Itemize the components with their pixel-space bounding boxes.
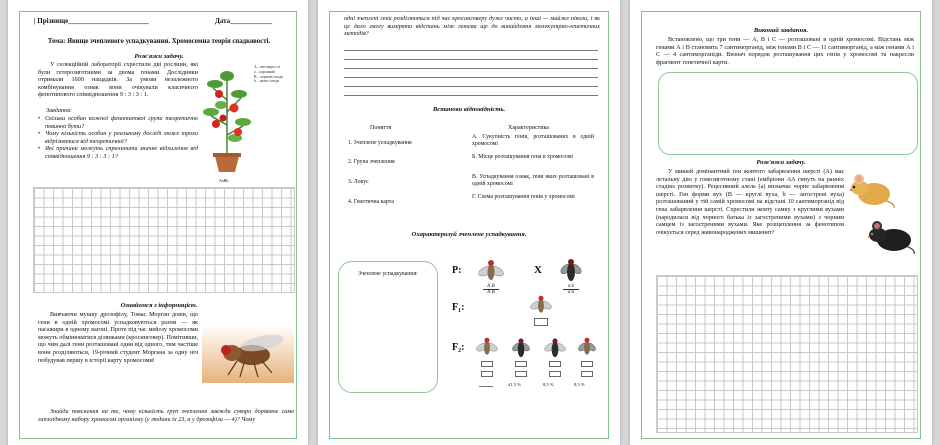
f2-genotype-box[interactable] <box>549 371 561 377</box>
mutant-fly-icon <box>558 256 584 284</box>
legend-entry: B – червоні плоди <box>254 74 284 79</box>
answer-grid[interactable] <box>33 187 295 293</box>
legend-entry: a – карликові <box>254 69 276 74</box>
f2-fly-icon <box>510 336 532 358</box>
match-item-2: 2. Група зчеплення <box>348 159 395 165</box>
genotype-top: A B <box>483 284 499 290</box>
genotype-top: a b <box>563 284 579 290</box>
parent2-genotype <box>563 284 579 295</box>
match-col-right-header: Характеристика <box>508 125 549 131</box>
f2-generation-label: F₂: <box>452 342 465 353</box>
tomato-caption: AaBb <box>219 178 229 183</box>
answer-line[interactable] <box>344 50 598 51</box>
tomato-plant-image <box>201 60 253 178</box>
f2-fly-icon <box>476 336 498 358</box>
info-heading: Ознайомся з інформацією. <box>120 302 198 309</box>
list-item: • Чому кількість особин у реальному досліді може трохи відрізнятися від теоретичної? <box>38 130 198 145</box>
list-item: • Які причини можуть спричинити значне відхилення від співвідношення 9 : 3 : 3 : 1? <box>38 145 198 160</box>
task1-questions <box>38 115 198 161</box>
drosophila-photo <box>202 325 294 383</box>
legend-entry: b – жовті плоди <box>254 79 280 84</box>
match-item-1: 1. Зчеплене успадкування <box>348 140 412 146</box>
task-heading: Виконай завдання. <box>753 27 809 34</box>
date-field-label: Дата____________ <box>215 17 273 25</box>
info-paragraph <box>38 311 294 406</box>
answer-line[interactable] <box>344 86 598 87</box>
f2-percent: 8,5 % <box>543 382 554 387</box>
f2-genotype-box[interactable] <box>481 361 493 367</box>
topic-title: Тема: Явище зчепленого успадкування. Хромосомна теорія спадковості. <box>47 38 271 45</box>
cross-symbol: X <box>534 264 542 276</box>
task1-tasks-label: Завдання: <box>46 107 73 114</box>
worksheet-page-2 <box>318 0 620 445</box>
genotype-bottom: a b <box>568 290 574 295</box>
worksheet-page-1 <box>8 0 308 445</box>
answer-grid[interactable] <box>656 275 918 433</box>
genotype-bottom: A B <box>487 290 495 295</box>
f2-genotype-box[interactable] <box>515 361 527 367</box>
problem-text: У мишей домінантний ген жовтого забарвлення шерсті (A) має летальну дію у гомозиготному стані (ембріони AA гинуть на ранніх стадіях розвитку). Рецесивний алель (a) визначає чорне забарвлення шерсті. Ген форми вух (B — круглі вуха, b — загострені вуха) розташований у тій самій хромосомі на відстані 10 сантиморганід від гена забарвлення шерсті. Схрестили жовту самку з круглими вухами (народилася від чорного батька із загостреними вухами) з чорним самцем із загостреними вухами. Яке розщеплення за фенотипом очікується серед живонароджених мишенят? <box>656 168 844 236</box>
list-item: • Скільки особин кожної фенотипової групи теоретично повинно бути? <box>38 115 198 130</box>
answer-line[interactable] <box>344 59 598 60</box>
worksheet-page-3 <box>630 0 932 445</box>
info-question: Знайди пояснення на те, чому кількість груп зчеплення завжди суворо дорівнює саме гаплоїдному набору хромосом організму (у людини їх 23, а у дрозофіли — 4)? Чому <box>38 408 294 423</box>
problem-heading: Розв'яжи задачу. <box>756 159 806 166</box>
f2-genotype-box[interactable] <box>481 371 493 377</box>
characterize-heading: Охарактеризуй зчеплене успадкування. <box>411 231 527 238</box>
answer-box-title: Зчеплене успадкування: <box>358 271 418 277</box>
task-text: Встановлено, що три гени — А, В і С — розташовані в одній хромосомі. Відстань між генами А і В становить 7 сантиморганід, між генами В і С — 11 сантиморганід, а між генами А і С — 4 сантиморганіди. Визнач порядок розташування цих генів у хромосомі та накресли фрагмент генетичної карти. <box>656 36 914 66</box>
parent1-genotype <box>483 284 499 295</box>
answer-line[interactable] <box>344 68 598 69</box>
f2-genotype-box[interactable] <box>515 371 527 377</box>
f1-generation-label: F₁: <box>452 302 465 313</box>
f2-genotype-box[interactable] <box>549 361 561 367</box>
p-generation-label: P: <box>452 265 462 276</box>
answer-line[interactable] <box>344 95 598 96</box>
f2-fly-icon <box>544 336 566 358</box>
gene-map-answer-box[interactable] <box>658 72 918 155</box>
f2-percent: 41,5 % <box>508 382 522 387</box>
f2-percent: 8,5 % <box>574 382 585 387</box>
linked-inheritance-answer-box[interactable] <box>338 261 438 393</box>
match-option-a: А. Сукупність генів, розташованих в одній хромосомі <box>472 134 594 147</box>
match-item-4: 4. Генетична карта <box>348 199 394 205</box>
answer-line[interactable] <box>344 77 598 78</box>
match-heading: Встанови відповідність. <box>432 106 506 113</box>
surname-field-label: | Прізвище_______________________ <box>34 17 149 25</box>
match-option-b: Б. Місце розташування гена в хромосомі <box>472 154 573 160</box>
f1-genotype-box[interactable] <box>534 318 548 326</box>
match-col-left-header: Поняття <box>370 125 392 131</box>
black-mouse-image <box>862 218 918 256</box>
tomato-legend <box>254 65 283 84</box>
f2-percent-blank[interactable] <box>479 386 493 387</box>
wild-type-fly-icon <box>478 258 504 284</box>
legend-entry: A – високорослі <box>254 65 280 69</box>
yellow-mouse-image <box>844 170 898 210</box>
f2-genotype-box[interactable] <box>581 361 593 367</box>
info-text: Вивчаючи мушку дрозофілу, Томас Морган довів, що гени в одній хромосомі успадковуються разом — як пасажири в одному вагоні. Проте під час мейозу хромосоми можуть обмінюватися ділянками (кросинговер). Помітивши, що чим далі гени розташовані один від одного, тим частіше вони розділяються, 19-річний студент Моргана за одну ніч побудував першу в історії карту хромосоми! <box>38 311 198 364</box>
match-option-c: В. Успадкування ознак, гени яких розташовані в одній хромосомі <box>472 174 594 187</box>
match-item-3: 3. Локус <box>348 179 369 185</box>
task1-heading: Розв'яжи задачу. <box>134 53 184 60</box>
f2-fly-icon <box>576 336 598 358</box>
f2-genotype-box[interactable] <box>581 371 593 377</box>
task1-paragraph: У селекційній лабораторії схрестили дві рослини, які були гетерозиготними за двома генами. Дослідники отримали 1600 нащадків. За умови незалежного комбінування ознак вони очікували класичного фенотипового співвідношення 9 : 3 : 3 : 1. <box>38 61 198 99</box>
match-option-d: Г. Схема розташування генів у хромосомі <box>472 194 575 200</box>
f1-fly-icon <box>530 294 552 316</box>
question-continuation: одні зчеплені гени розділяються під час кросинговеру дуже часто, а інші — майже ніколи, і як це дало змогу виміряти відстань між генами ще до винайдення молекулярно-генетичних методів? <box>344 15 600 38</box>
